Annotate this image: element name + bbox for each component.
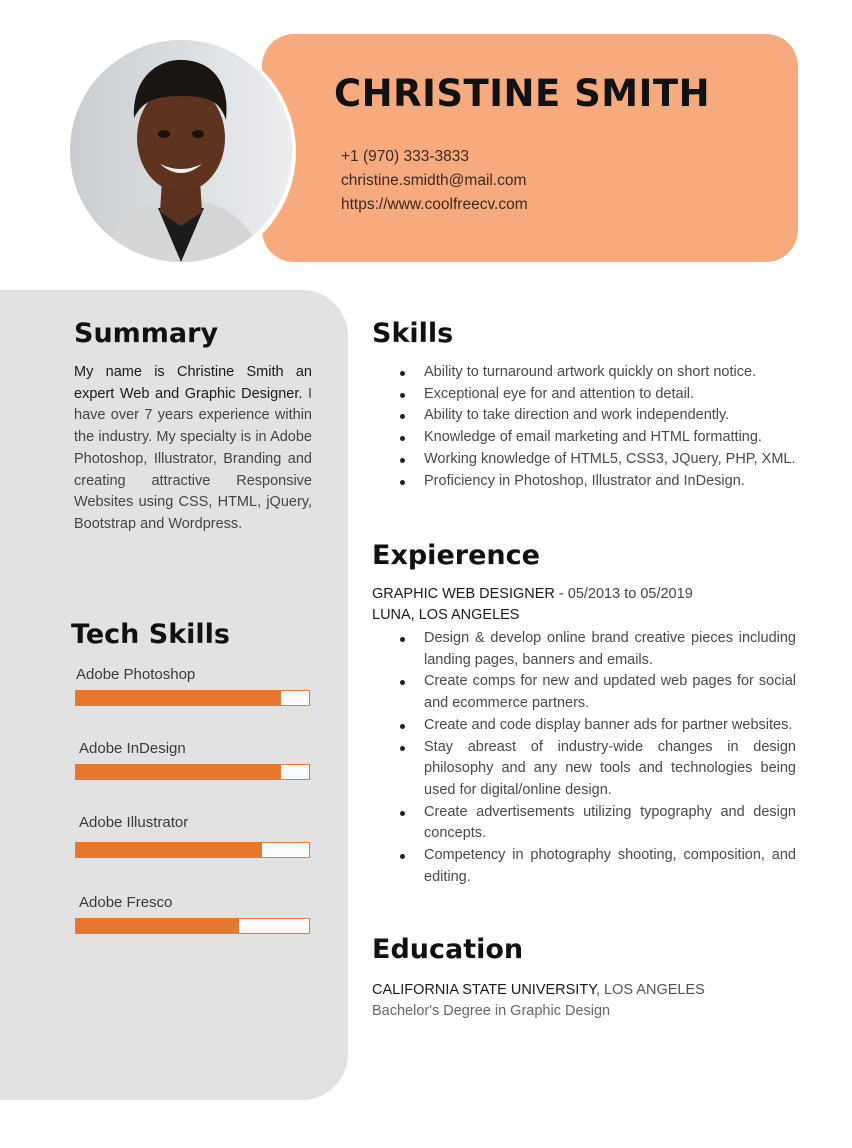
profile-photo bbox=[70, 40, 292, 262]
education-school-line bbox=[372, 982, 705, 998]
tech-skill-bar bbox=[75, 842, 310, 858]
tech-skill-label: Adobe InDesign bbox=[79, 740, 186, 757]
experience-list bbox=[398, 628, 796, 888]
summary-body: I have over 7 years experience within the industry. My specialty is in Adobe Photoshop, Illustrator, Branding and creating attractive Responsive Websites using CSS, HTML, jQuery, Bootstrap and Wordpress. bbox=[74, 385, 312, 532]
job-title-line bbox=[372, 586, 693, 602]
tech-skill-bar-fill bbox=[76, 919, 239, 933]
contact-info bbox=[341, 145, 528, 217]
tech-skill-label: Adobe Photoshop bbox=[76, 666, 196, 683]
education-heading: Education bbox=[372, 934, 524, 965]
tech-skill-bar-fill bbox=[76, 765, 281, 779]
job-title: GRAPHIC WEB DESIGNER bbox=[372, 586, 555, 602]
tech-skill-label: Adobe Illustrator bbox=[79, 814, 189, 831]
experience-heading: Expierence bbox=[372, 540, 540, 571]
school-name: CALIFORNIA STATE UNIVERSITY bbox=[372, 982, 596, 998]
tech-skill-bar bbox=[75, 918, 310, 934]
skills-list bbox=[398, 362, 796, 492]
tech-skill-bar bbox=[75, 764, 310, 780]
email-address[interactable]: christine.smidth@mail.com bbox=[341, 172, 527, 189]
tech-skill-label: Adobe Fresco bbox=[79, 894, 173, 911]
list-item: Create comps for new and updated web pages for social and ecommerce partners. bbox=[398, 671, 796, 714]
website-link[interactable]: https://www.coolfreecv.com bbox=[341, 196, 528, 213]
list-item: Knowledge of email marketing and HTML formatting. bbox=[398, 427, 796, 449]
list-item: Create advertisements utilizing typography and design concepts. bbox=[398, 802, 796, 845]
phone-number: +1 (970) 333-3833 bbox=[341, 148, 469, 165]
list-item: Stay abreast of industry-wide changes in design philosophy and any new tools and technologies being used for digital/online design. bbox=[398, 737, 796, 802]
skills-heading: Skills bbox=[372, 318, 454, 349]
tech-skill-bar-fill bbox=[76, 691, 281, 705]
school-location: , LOS ANGELES bbox=[596, 982, 705, 998]
summary-emphasis: My name is Christine Smith an expert Web and Graphic Designer. bbox=[74, 364, 312, 402]
tech-skill-bar bbox=[75, 690, 310, 706]
list-item: Design & develop online brand creative pieces including landing pages, banners and emails. bbox=[398, 628, 796, 671]
tech-skills-heading: Tech Skills bbox=[71, 619, 231, 650]
candidate-name: CHRISTINE SMITH bbox=[334, 72, 711, 115]
portrait-image bbox=[70, 40, 292, 262]
list-item: Create and code display banner ads for partner websites. bbox=[398, 715, 796, 737]
list-item: Ability to turnaround artwork quickly on short notice. bbox=[398, 362, 796, 384]
job-dates: - 05/2013 to 05/2019 bbox=[554, 586, 693, 602]
degree: Bachelor's Degree in Graphic Design bbox=[372, 1003, 611, 1019]
company-name: LUNA, LOS ANGELES bbox=[372, 607, 520, 623]
summary-text bbox=[74, 362, 312, 536]
summary-heading: Summary bbox=[74, 318, 219, 349]
list-item: Proficiency in Photoshop, Illustrator and InDesign. bbox=[398, 471, 796, 493]
list-item: Exceptional eye for and attention to detail. bbox=[398, 384, 796, 406]
tech-skill-bar-fill bbox=[76, 843, 262, 857]
list-item: Ability to take direction and work independently. bbox=[398, 405, 796, 427]
list-item: Working knowledge of HTML5, CSS3, JQuery, PHP, XML. bbox=[398, 449, 796, 471]
list-item: Competency in photography shooting, composition, and editing. bbox=[398, 845, 796, 888]
